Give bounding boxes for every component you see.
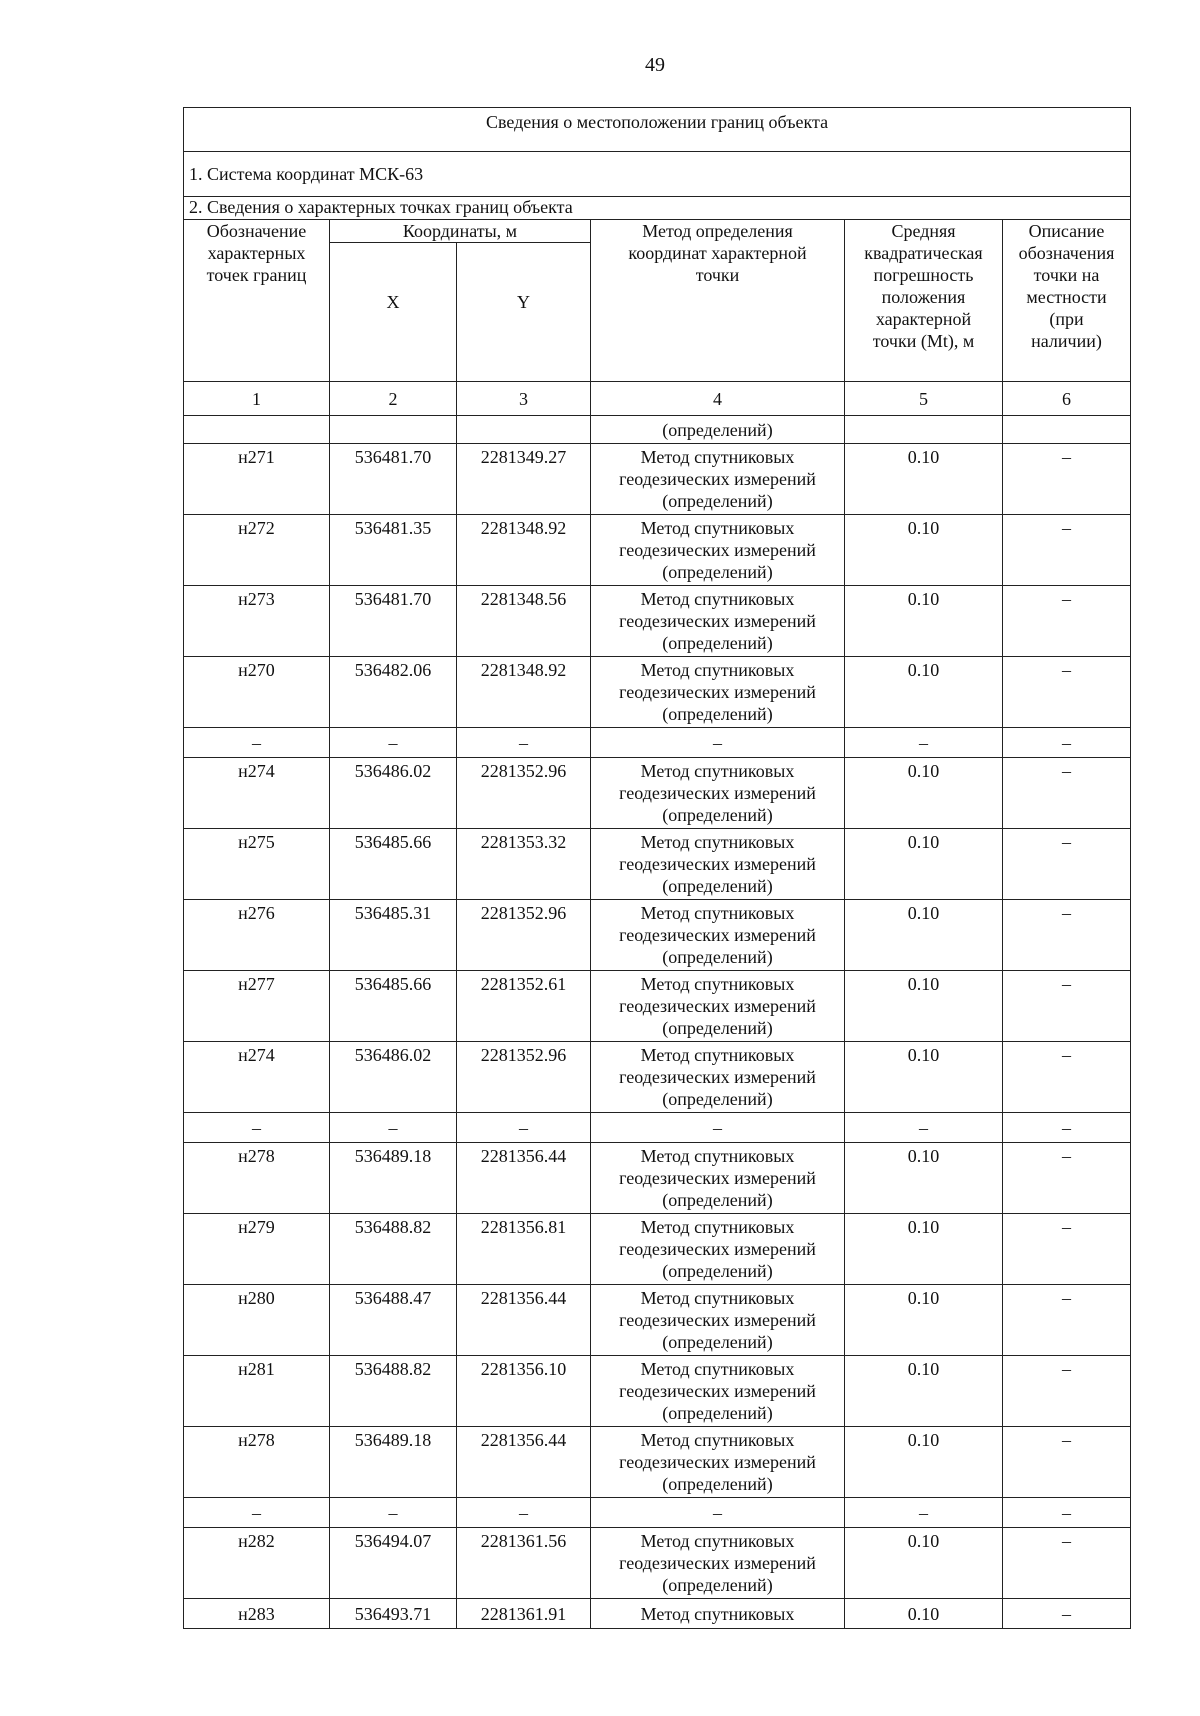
table-title: Сведения о местоположении границ объекта	[184, 108, 1131, 152]
dash-cell: –	[1003, 1498, 1131, 1528]
error-mt: 0.10	[845, 1285, 1003, 1356]
column-number: 5	[845, 382, 1003, 416]
coord-x: 536485.66	[330, 829, 457, 900]
method: Метод спутниковых геодезических измерений (определений)	[591, 900, 845, 971]
coord-x: 536488.47	[330, 1285, 457, 1356]
header-y: Y	[517, 292, 530, 312]
boundary-points-table	[183, 107, 1131, 1629]
point-name: н274	[184, 1042, 330, 1113]
coord-x: 536481.35	[330, 515, 457, 586]
header-method: Метод определения координат характерной точки	[591, 220, 845, 382]
coord-y: 2281352.96	[457, 900, 591, 971]
coord-x: 536494.07	[330, 1528, 457, 1599]
column-number: 2	[330, 382, 457, 416]
error-mt: 0.10	[845, 1528, 1003, 1599]
description: –	[1003, 1214, 1131, 1285]
point-name: н271	[184, 444, 330, 515]
header-x-cell	[330, 243, 457, 382]
table-row	[184, 444, 1131, 515]
coord-x: 536482.06	[330, 657, 457, 728]
coord-y: 2281352.96	[457, 1042, 591, 1113]
table-row	[184, 1285, 1131, 1356]
method: Метод спутниковых геодезических измерений (определений)	[591, 1427, 845, 1498]
description: –	[1003, 444, 1131, 515]
dash-cell: –	[845, 728, 1003, 758]
description: –	[1003, 1143, 1131, 1214]
separator-row	[184, 1113, 1131, 1143]
error-mt: 0.10	[845, 1356, 1003, 1427]
point-name: н276	[184, 900, 330, 971]
dash-cell: –	[330, 1498, 457, 1528]
method: Метод спутниковых геодезических измерений (определений)	[591, 1042, 845, 1113]
method: Метод спутниковых геодезических измерений (определений)	[591, 1143, 845, 1214]
column-number: 4	[591, 382, 845, 416]
description: –	[1003, 900, 1131, 971]
continuation-row	[184, 416, 1131, 444]
description: –	[1003, 1042, 1131, 1113]
coord-x: 536488.82	[330, 1214, 457, 1285]
column-number: 6	[1003, 382, 1131, 416]
table-row	[184, 515, 1131, 586]
coord-x: 536485.66	[330, 971, 457, 1042]
point-name: н282	[184, 1528, 330, 1599]
section-title: 2. Сведения о характерных точках границ объекта	[184, 197, 1131, 220]
coord-x: 536481.70	[330, 586, 457, 657]
coord-y: 2281349.27	[457, 444, 591, 515]
coord-x: 536486.02	[330, 1042, 457, 1113]
coord-y: 2281348.56	[457, 586, 591, 657]
coord-y: 2281356.44	[457, 1143, 591, 1214]
point-name: н277	[184, 971, 330, 1042]
description: –	[1003, 1356, 1131, 1427]
method: Метод спутниковых геодезических измерений (определений)	[591, 657, 845, 728]
point-name: н274	[184, 758, 330, 829]
column-number: 1	[184, 382, 330, 416]
method: Метод спутниковых геодезических измерений (определений)	[591, 1214, 845, 1285]
point-name: н281	[184, 1356, 330, 1427]
coord-x: 536489.18	[330, 1427, 457, 1498]
coord-y: 2281356.44	[457, 1285, 591, 1356]
point-name: н280	[184, 1285, 330, 1356]
coord-x: 536486.02	[330, 758, 457, 829]
method: Метод спутниковых геодезических измерений (определений)	[591, 1356, 845, 1427]
coord-x: 536493.71	[330, 1599, 457, 1629]
dash-cell: –	[845, 1498, 1003, 1528]
dash-cell: –	[457, 728, 591, 758]
point-name: н275	[184, 829, 330, 900]
column-number: 3	[457, 382, 591, 416]
coord-y: 2281348.92	[457, 515, 591, 586]
error-mt: 0.10	[845, 1214, 1003, 1285]
coord-x: 536489.18	[330, 1143, 457, 1214]
dash-cell: –	[184, 728, 330, 758]
point-name: н272	[184, 515, 330, 586]
continuation-text: (определений)	[591, 416, 845, 444]
table-row	[184, 971, 1131, 1042]
error-mt: 0.10	[845, 657, 1003, 728]
error-mt: 0.10	[845, 1427, 1003, 1498]
description: –	[1003, 586, 1131, 657]
dash-cell: –	[591, 728, 845, 758]
error-mt: 0.10	[845, 1143, 1003, 1214]
header-y-cell	[457, 243, 591, 382]
header-x: X	[386, 292, 400, 312]
dash-cell: –	[591, 1113, 845, 1143]
method: Метод спутниковых геодезических измерений (определений)	[591, 758, 845, 829]
coord-x: 536485.31	[330, 900, 457, 971]
header-coordinates: Координаты, м	[330, 220, 591, 243]
error-mt: 0.10	[845, 444, 1003, 515]
point-name: н273	[184, 586, 330, 657]
header-description: Описание обозначения точки на местности (при наличии)	[1003, 220, 1131, 382]
point-name: н278	[184, 1427, 330, 1498]
method: Метод спутниковых геодезических измерений (определений)	[591, 1528, 845, 1599]
error-mt: 0.10	[845, 1599, 1003, 1629]
method: Метод спутниковых геодезических измерений (определений)	[591, 971, 845, 1042]
error-mt: 0.10	[845, 1042, 1003, 1113]
method: Метод спутниковых геодезических измерений (определений)	[591, 444, 845, 515]
page-number: 49	[645, 54, 665, 76]
method: Метод спутниковых геодезических измерений (определений)	[591, 586, 845, 657]
coord-y: 2281361.56	[457, 1528, 591, 1599]
method: Метод спутниковых геодезических измерений (определений)	[591, 829, 845, 900]
dash-cell: –	[1003, 1113, 1131, 1143]
error-mt: 0.10	[845, 758, 1003, 829]
coord-y: 2281348.92	[457, 657, 591, 728]
dash-cell: –	[330, 1113, 457, 1143]
coordinate-system: 1. Система координат МСК-63	[184, 152, 1131, 197]
description: –	[1003, 971, 1131, 1042]
point-name: н278	[184, 1143, 330, 1214]
description: –	[1003, 657, 1131, 728]
error-mt: 0.10	[845, 586, 1003, 657]
method: Метод спутниковых	[591, 1599, 845, 1629]
point-name: н283	[184, 1599, 330, 1629]
description: –	[1003, 1599, 1131, 1629]
separator-row	[184, 728, 1131, 758]
table-row	[184, 657, 1131, 728]
table-row	[184, 1356, 1131, 1427]
table-row	[184, 1528, 1131, 1599]
coord-y: 2281356.44	[457, 1427, 591, 1498]
method: Метод спутниковых геодезических измерений (определений)	[591, 1285, 845, 1356]
description: –	[1003, 1427, 1131, 1498]
dash-cell: –	[845, 1113, 1003, 1143]
table-row	[184, 1214, 1131, 1285]
error-mt: 0.10	[845, 829, 1003, 900]
description: –	[1003, 829, 1131, 900]
coord-y: 2281356.10	[457, 1356, 591, 1427]
error-mt: 0.10	[845, 515, 1003, 586]
point-name: н279	[184, 1214, 330, 1285]
description: –	[1003, 515, 1131, 586]
error-mt: 0.10	[845, 900, 1003, 971]
error-mt: 0.10	[845, 971, 1003, 1042]
table-row	[184, 1599, 1131, 1629]
description: –	[1003, 1528, 1131, 1599]
separator-row	[184, 1498, 1131, 1528]
table-row	[184, 829, 1131, 900]
description: –	[1003, 758, 1131, 829]
point-name: н270	[184, 657, 330, 728]
method: Метод спутниковых геодезических измерений (определений)	[591, 515, 845, 586]
dash-cell: –	[1003, 728, 1131, 758]
coord-x: 536488.82	[330, 1356, 457, 1427]
header-error: Средняя квадратическая погрешность положения характерной точки (Mt), м	[845, 220, 1003, 382]
table-row	[184, 1427, 1131, 1498]
coord-y: 2281352.61	[457, 971, 591, 1042]
coord-y: 2281353.32	[457, 829, 591, 900]
table-row	[184, 1143, 1131, 1214]
coord-y: 2281352.96	[457, 758, 591, 829]
dash-cell: –	[184, 1498, 330, 1528]
coord-y: 2281361.91	[457, 1599, 591, 1629]
dash-cell: –	[457, 1113, 591, 1143]
table-row	[184, 1042, 1131, 1113]
dash-cell: –	[184, 1113, 330, 1143]
dash-cell: –	[330, 728, 457, 758]
table-row	[184, 586, 1131, 657]
table-row	[184, 758, 1131, 829]
coord-x: 536481.70	[330, 444, 457, 515]
header-point-designation: Обозначение характерных точек границ	[184, 220, 330, 382]
dash-cell: –	[457, 1498, 591, 1528]
dash-cell: –	[591, 1498, 845, 1528]
table-row	[184, 900, 1131, 971]
description: –	[1003, 1285, 1131, 1356]
coord-y: 2281356.81	[457, 1214, 591, 1285]
